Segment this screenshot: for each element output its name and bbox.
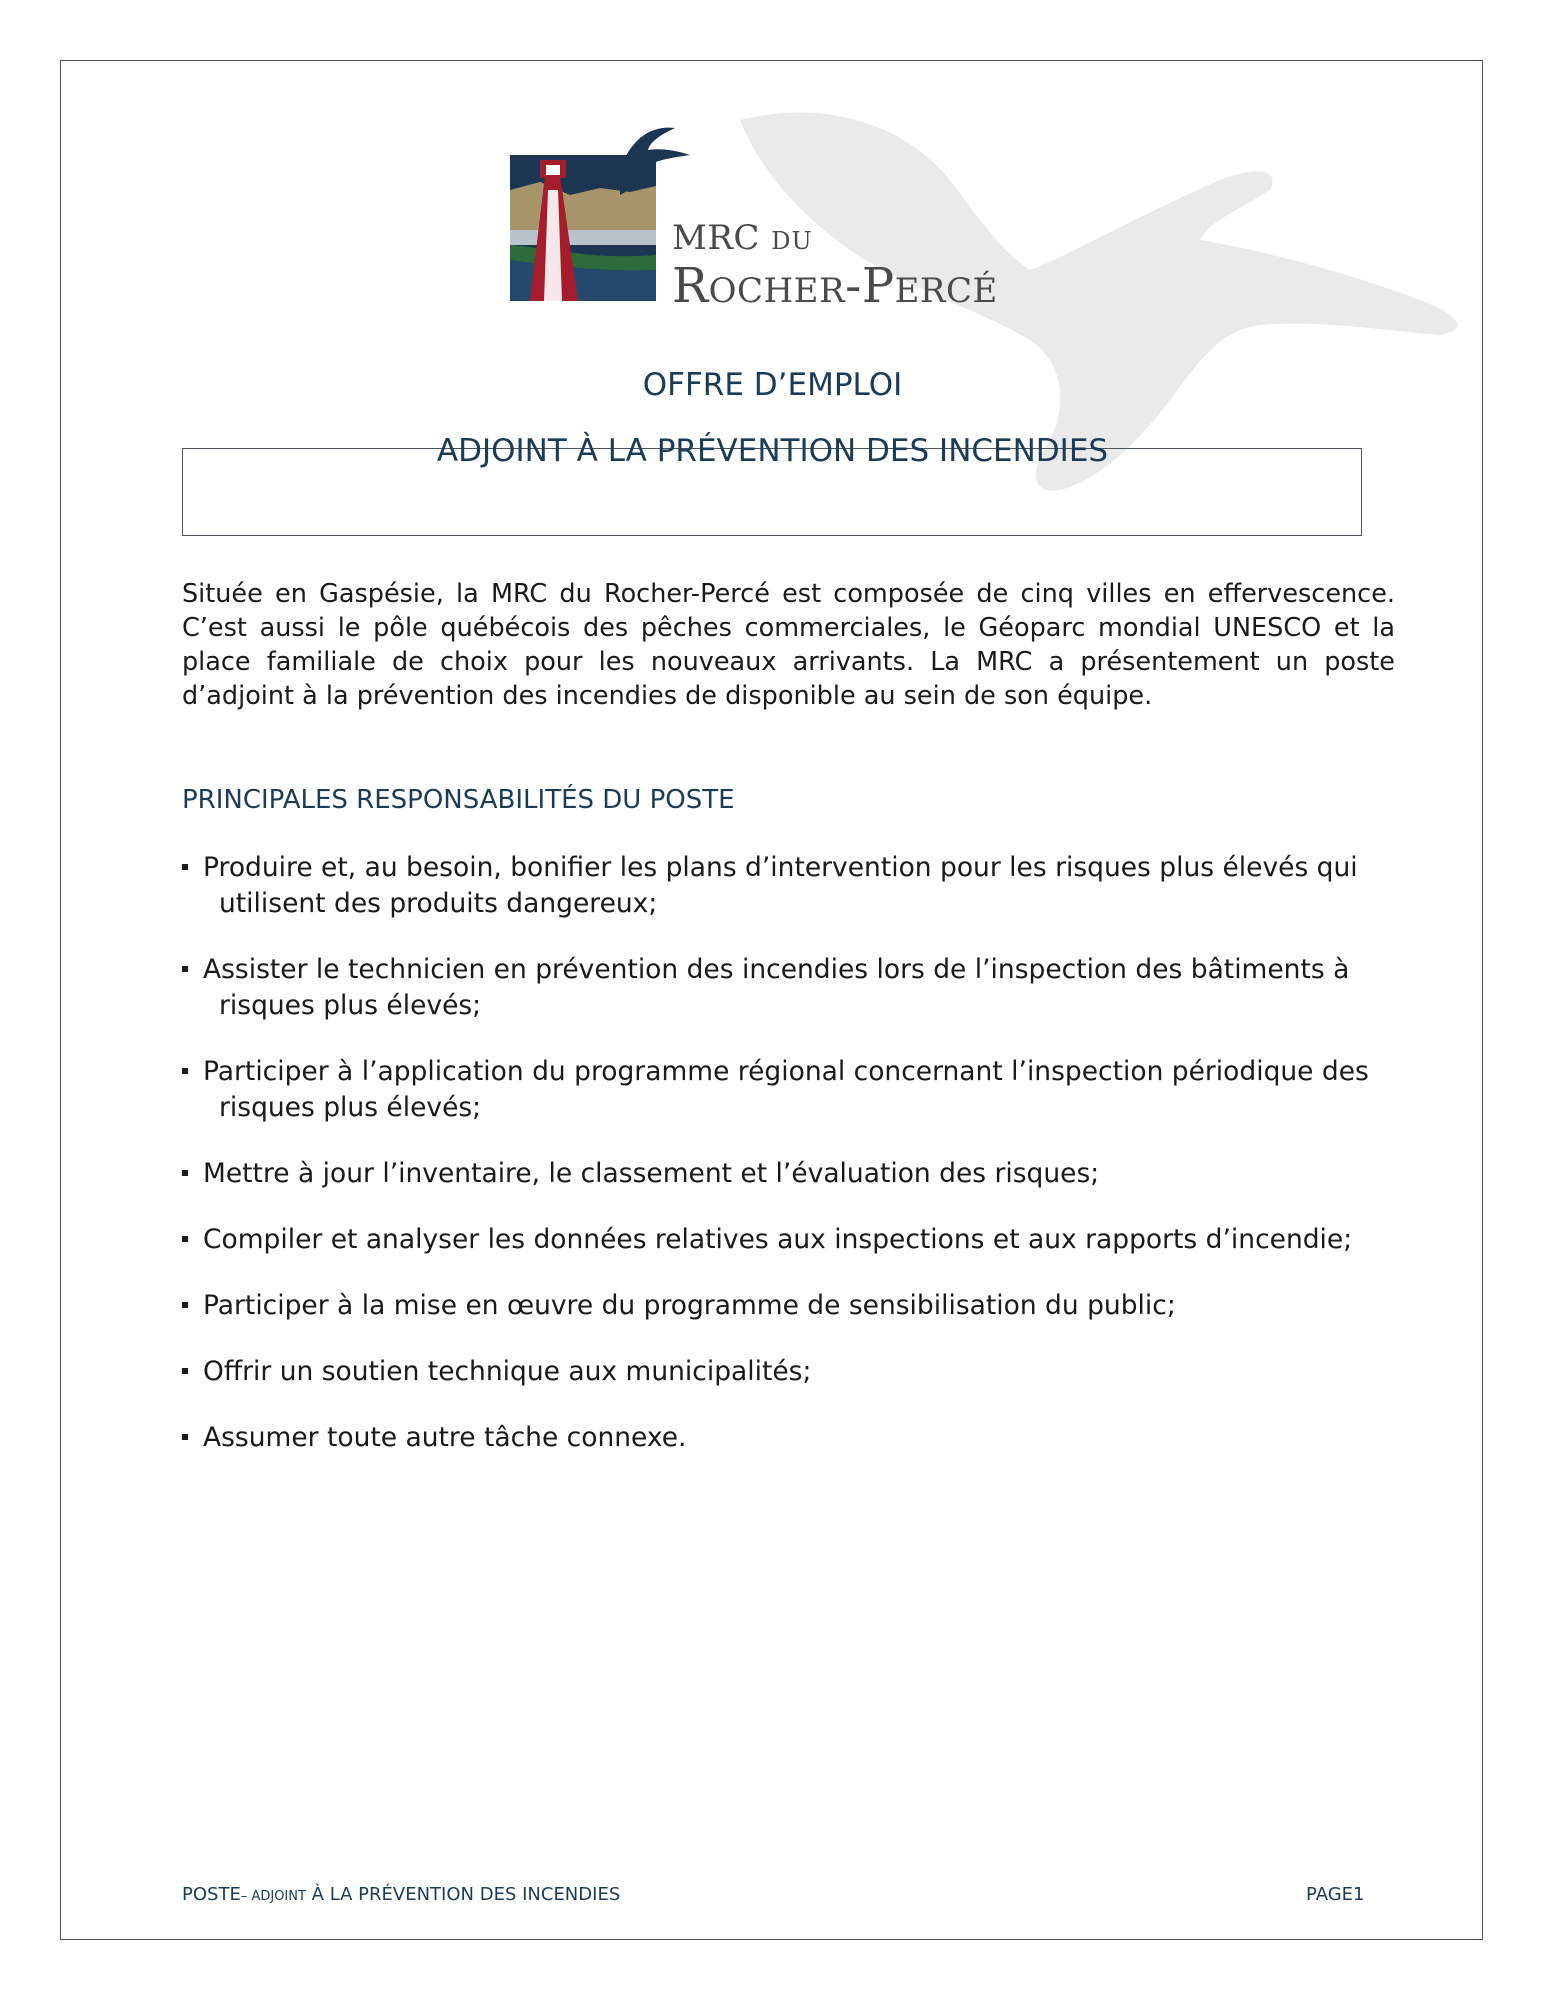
list-item: Offrir un soutien technique aux municipalités; xyxy=(182,1354,1382,1390)
logo-text-mrc: MRC DU xyxy=(672,218,813,258)
bullet-icon xyxy=(182,1170,188,1176)
bullet-icon xyxy=(182,1236,188,1242)
logo-text-rocher-perce: Rocher-Percé xyxy=(672,258,998,314)
intro-paragraph: Située en Gaspésie, la MRC du Rocher-Percé est composée de cinq villes en effervescence. C’est aussi le pôle québécois des pêches commerciales, le Géoparc mondial UNESCO et la place familiale de choix pour les nouveaux arrivants. La MRC a présentement un poste d’adjoint à la prévention des incendies de disponible au sein de son équipe. xyxy=(182,579,1395,711)
responsibilities-list xyxy=(182,850,1382,1486)
bullet-icon xyxy=(182,966,188,972)
offer-label: OFFRE D’EMPLOI xyxy=(642,367,903,403)
list-item: Produire et, au besoin, bonifier les plans d’intervention pour les risques plus élevés qui utilisent des produits dangereux; xyxy=(182,850,1382,922)
list-item: Compiler et analyser les données relatives aux inspections et aux rapports d’incendie; xyxy=(182,1222,1382,1258)
footer-page-number: PAGE1 xyxy=(1306,1884,1365,1905)
bullet-icon xyxy=(182,1434,188,1440)
responsibilities-title: PRINCIPALES RESPONSABILITÉS DU POSTE xyxy=(182,785,735,815)
footer-position: POSTE– ADJOINT À LA PRÉVENTION DES INCENDIES xyxy=(182,1884,621,1905)
bullet-icon xyxy=(182,1302,188,1308)
bullet-icon xyxy=(182,1368,188,1374)
list-item: Assister le technicien en prévention des incendies lors de l’inspection des bâtiments à risques plus élevés; xyxy=(182,952,1382,1024)
list-item: Participer à l’application du programme régional concernant l’inspection périodique des risques plus élevés; xyxy=(182,1054,1382,1126)
bullet-icon xyxy=(182,864,188,870)
position-title: ADJOINT À LA PRÉVENTION DES INCENDIES xyxy=(436,433,1109,469)
list-item: Participer à la mise en œuvre du programme de sensibilisation du public; xyxy=(182,1288,1382,1324)
list-item: Assumer toute autre tâche connexe. xyxy=(182,1420,1382,1456)
list-item: Mettre à jour l’inventaire, le classement et l’évaluation des risques; xyxy=(182,1156,1382,1192)
bullet-icon xyxy=(182,1068,188,1074)
